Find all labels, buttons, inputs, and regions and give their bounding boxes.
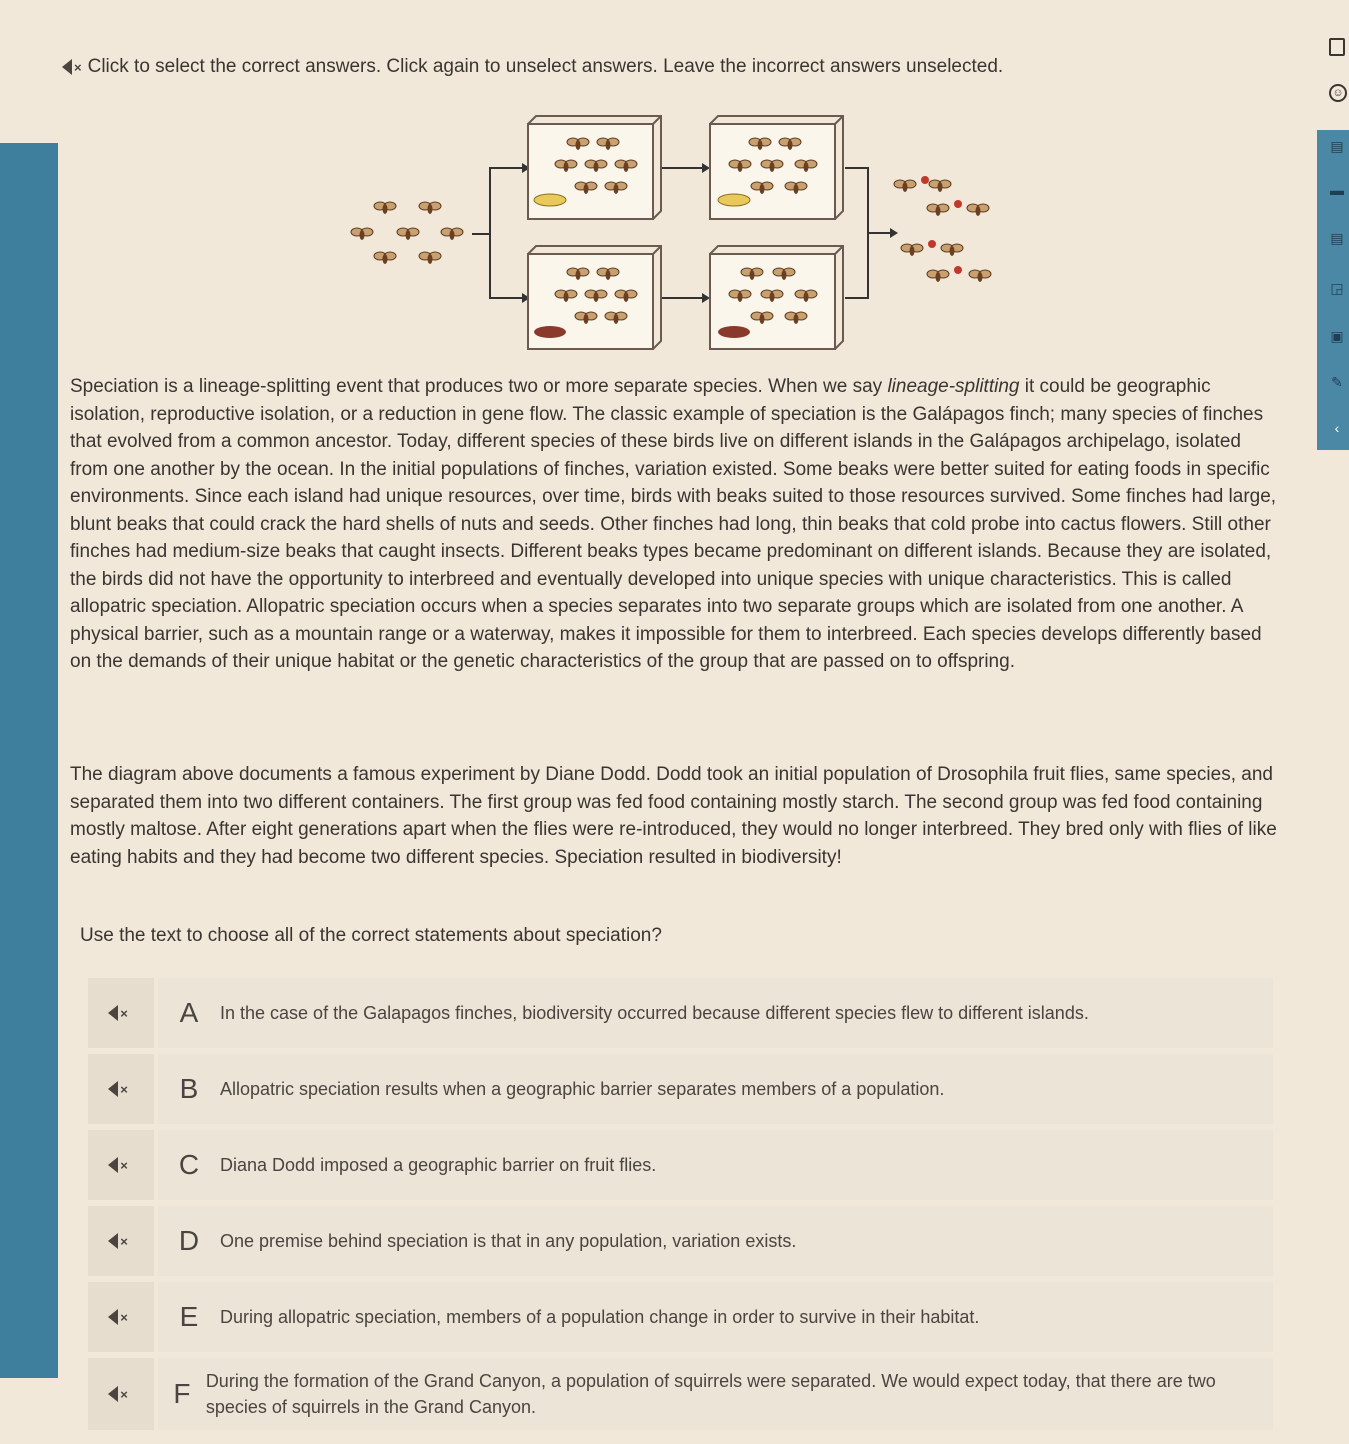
answer-d-audio[interactable] — [88, 1206, 154, 1276]
notes-icon[interactable]: ▤ — [1330, 138, 1344, 154]
highlighter-icon[interactable]: ◲ — [1330, 280, 1344, 296]
maltose-container-2 — [710, 246, 843, 349]
answer-letter: C — [178, 1149, 200, 1180]
answer-text: In the case of the Galapagos finches, biodiversity occurred because different species flew to different islands. — [220, 1003, 1089, 1023]
answer-text: During the formation of the Grand Canyon, a population of squirrels were separated. We would expect today, that there are two species of squirrels in the Grand Canyon. — [205, 1371, 1216, 1417]
chevron-left-icon[interactable]: ‹ — [1334, 420, 1340, 436]
answer-list — [88, 978, 1273, 1436]
starch-container-2 — [710, 116, 843, 219]
answer-letter: F — [173, 1378, 191, 1409]
speaker-muted-icon[interactable]: × — [62, 59, 82, 75]
reference-icon[interactable]: ▤ — [1330, 230, 1344, 246]
answer-c-body[interactable] — [158, 1130, 1273, 1200]
answer-option-d[interactable] — [88, 1206, 1273, 1276]
answer-option-c[interactable] — [88, 1130, 1273, 1200]
answer-e-audio[interactable] — [88, 1282, 154, 1352]
speaker-muted-icon: × — [108, 1005, 128, 1021]
answer-option-e[interactable] — [88, 1282, 1273, 1352]
answer-f-body[interactable] — [158, 1358, 1273, 1430]
speaker-muted-icon: × — [108, 1233, 128, 1249]
right-tool-bar — [1317, 130, 1349, 450]
answer-d-body[interactable] — [158, 1206, 1273, 1276]
question-prompt: Use the text to choose all of the correct statements about speciation? — [80, 925, 662, 946]
answer-e-body[interactable] — [158, 1282, 1273, 1352]
flag-icon[interactable] — [1329, 38, 1345, 56]
answer-option-f[interactable] — [88, 1358, 1273, 1430]
passage-speciation — [70, 373, 1280, 676]
answer-option-a[interactable] — [88, 978, 1273, 1048]
passage1-emphasis: lineage-splitting — [887, 376, 1020, 397]
reintroduced-pairs — [894, 176, 991, 282]
speaker-muted-icon: × — [108, 1386, 128, 1402]
answer-letter: B — [179, 1073, 199, 1104]
starch-container-1 — [528, 116, 661, 219]
answer-a-body[interactable] — [158, 978, 1273, 1048]
answer-letter: D — [178, 1225, 200, 1256]
answer-text: Allopatric speciation results when a geographic barrier separates members of a population. — [220, 1079, 945, 1099]
speaker-muted-icon: × — [108, 1081, 128, 1097]
answer-f-audio[interactable] — [88, 1358, 154, 1430]
bookmark-icon[interactable]: ▬ — [1330, 182, 1344, 198]
passage1-before: Speciation is a lineage-splitting event that produces two or more separate species. When we say — [70, 376, 888, 397]
speaker-muted-icon: × — [108, 1309, 128, 1325]
calculator-icon[interactable]: ▣ — [1330, 328, 1344, 344]
answer-text: During allopatric speciation, members of a population change in order to survive in their habitat. — [220, 1307, 980, 1327]
passage1-after: it could be geographic isolation, reproductive isolation, or a reduction in gene flow. The classic example of speciation is the Galápagos finch; many species of finches that evolved from a common ancestor. Today, different species of these birds live on different islands in the Galápagos archipelago, isolated from one another by the ocean. In the initial populations of finches, variation existed. Some beaks were better suited for eating foods in specific environments. Since each island had unique resources, over time, birds with beaks suited to those resources survived. Some finches had large, blunt beaks that could crack the hard shells of nuts and seeds. Other finches had long, thin beaks that cold probe into cactus flowers. Still other finches had medium-size beaks that caught insects. Different beaks types became predominant on different islands. Because they are isolated, the birds did not have the opportunity to interbreed and eventually developed into unique species with unique characteristics. This is called allopatric speciation. Allopatric speciation occurs when a species separates into two separate groups which are isolated from one another. A physical barrier, such as a mountain range or a waterway, makes it impossible for them to interbreed. Each species develops differently based on the demands of their unique habitat or the genetic characteristics of the group that are passed on to offspring. — [70, 376, 1277, 672]
initial-population — [351, 202, 463, 264]
left-accent-bar — [0, 143, 58, 1378]
speaker-muted-icon: × — [108, 1157, 128, 1173]
speciation-diagram — [340, 108, 1020, 353]
answer-text: Diana Dodd imposed a geographic barrier on fruit flies. — [220, 1155, 657, 1175]
answer-letter: A — [179, 997, 199, 1028]
instruction-text: Click to select the correct answers. Click again to unselect answers. Leave the incorrect answers unselected. — [87, 56, 1004, 77]
answer-letter: E — [179, 1301, 199, 1332]
answer-b-body[interactable] — [158, 1054, 1273, 1124]
answer-c-audio[interactable] — [88, 1130, 154, 1200]
answer-b-audio[interactable] — [88, 1054, 154, 1124]
passage-dodd-experiment: The diagram above documents a famous experiment by Diane Dodd. Dodd took an initial population of Drosophila fruit flies, same species, and separated them into two different containers. The first group was fed food containing mostly starch. The second group was fed food containing mostly maltose. After eight generations apart when the flies were re-introduced, they would no longer interbreed. They bred only with flies of like eating habits and they had become two different species. Speciation resulted in biodiversity! — [70, 764, 1277, 868]
maltose-container-1 — [528, 246, 661, 349]
accessibility-icon[interactable]: ☺ — [1329, 84, 1347, 102]
pencil-icon[interactable]: ✎ — [1331, 374, 1343, 390]
answer-text: One premise behind speciation is that in any population, variation exists. — [220, 1231, 797, 1251]
answer-option-b[interactable] — [88, 1054, 1273, 1124]
answer-a-audio[interactable] — [88, 978, 154, 1048]
instruction-line — [62, 56, 1003, 78]
